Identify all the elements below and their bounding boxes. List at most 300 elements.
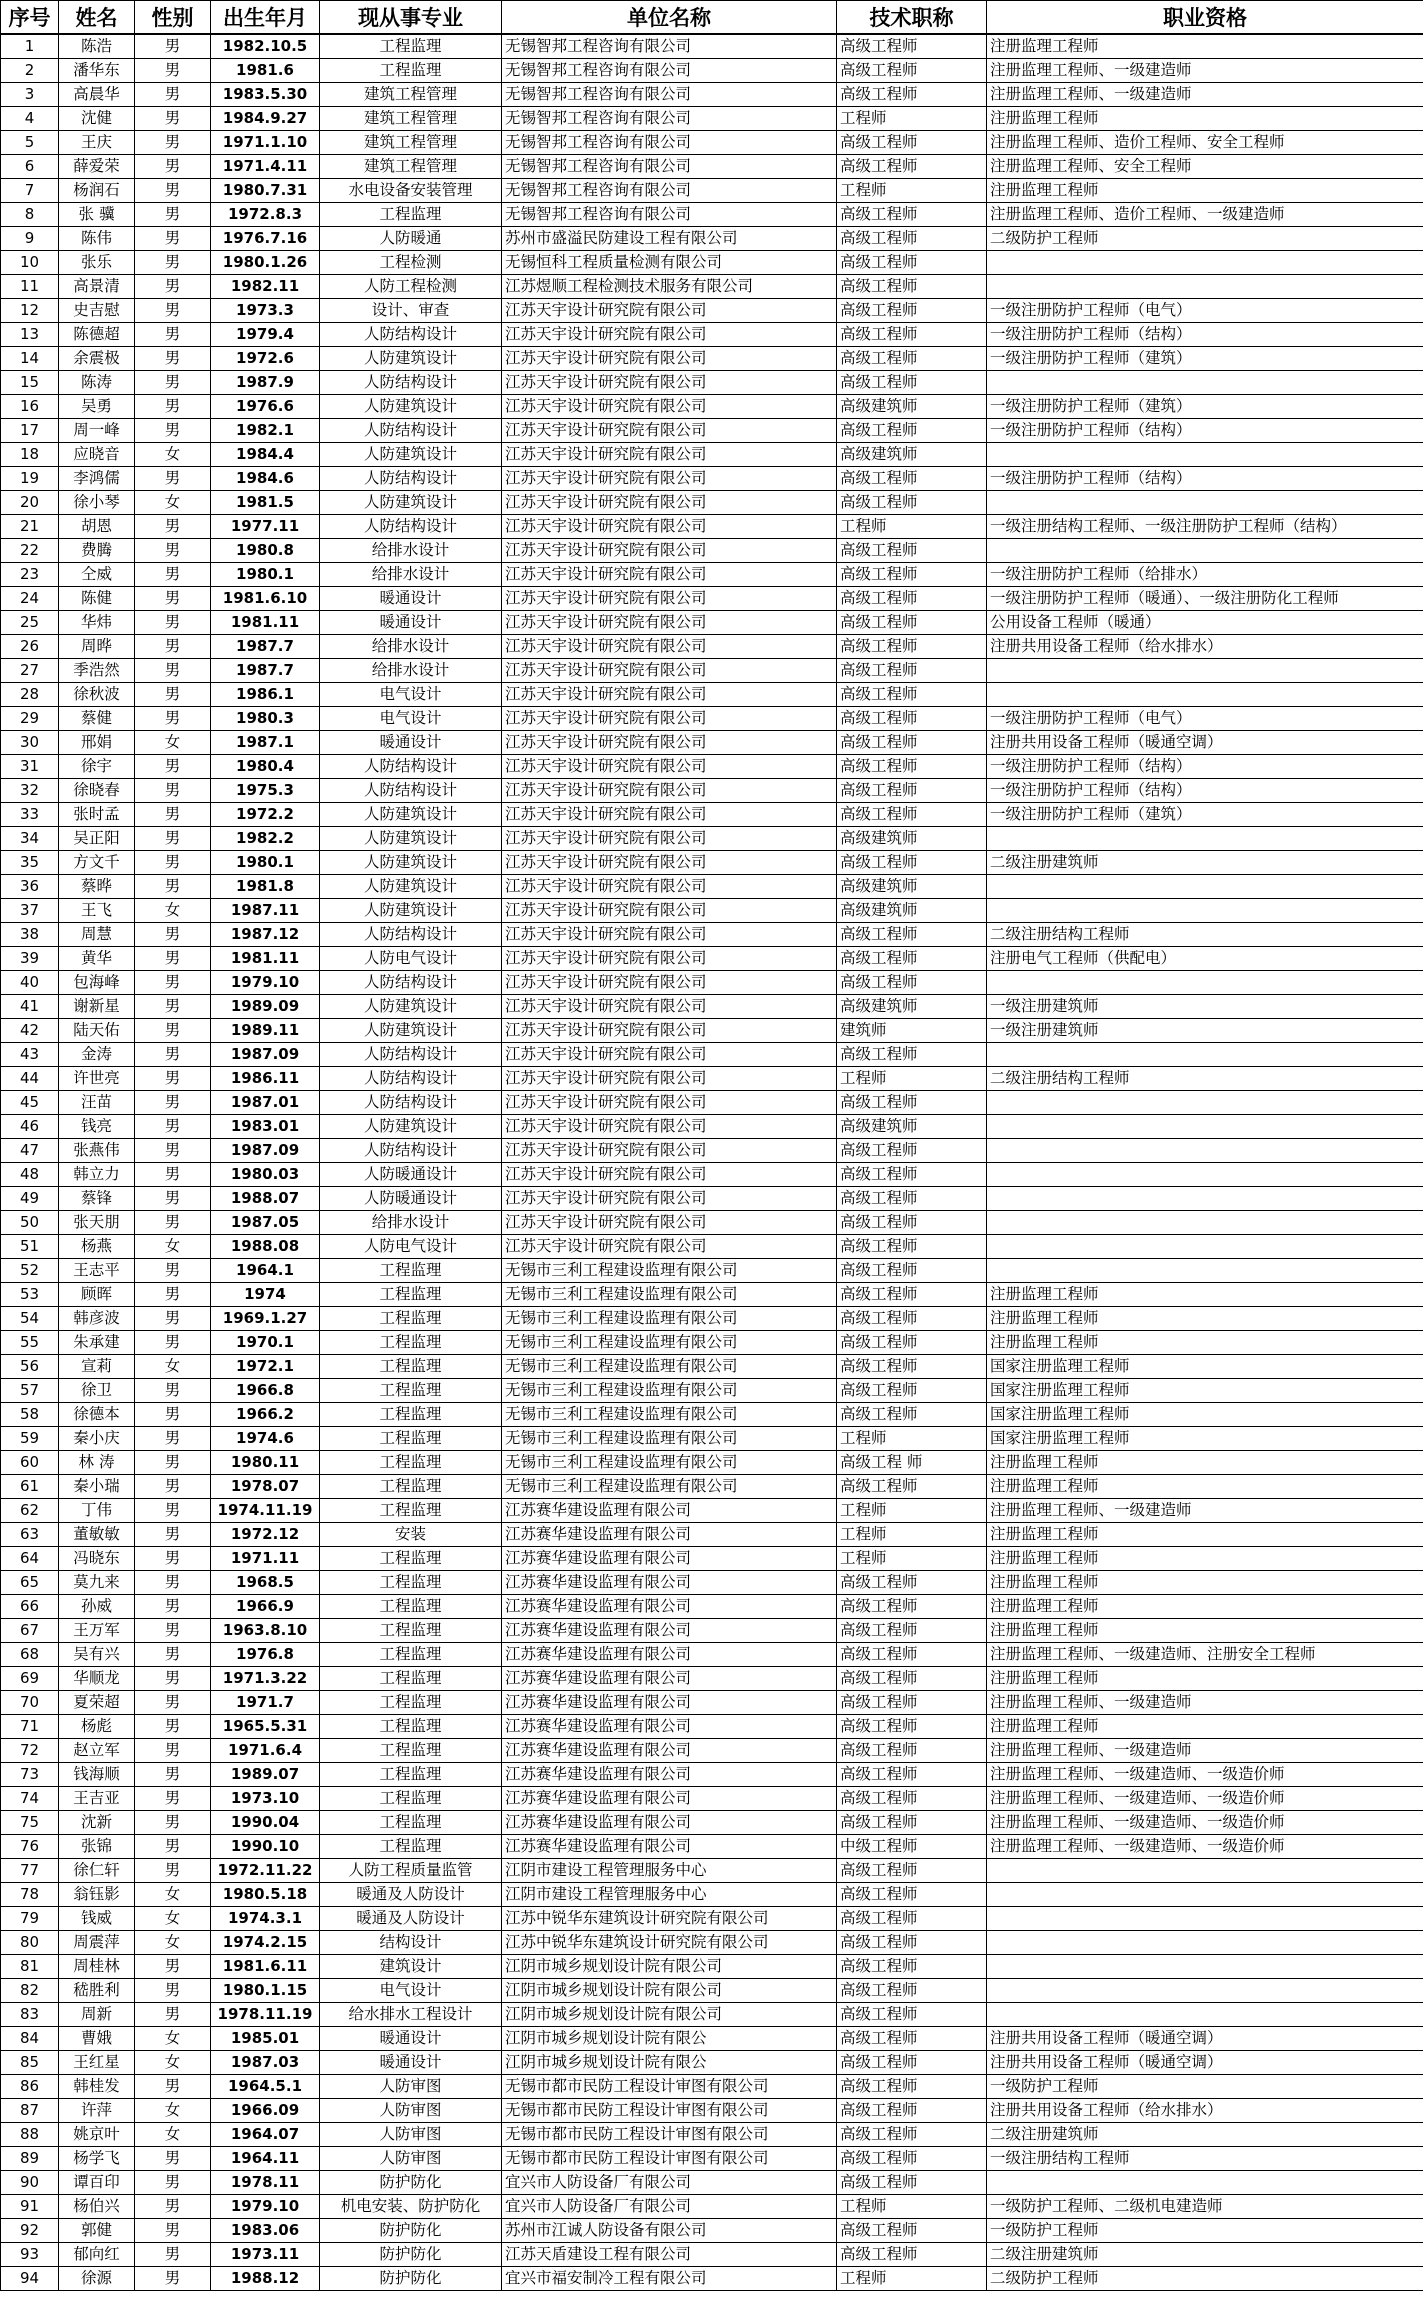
cell-qualification: 二级防护工程师 [987,227,1423,251]
cell-major: 人防结构设计 [320,323,502,347]
cell-seq: 81 [1,1955,59,1979]
cell-name: 陆天佑 [59,1019,135,1043]
table-row [1,2147,1423,2171]
cell-title: 高级工程师 [837,755,987,779]
table-row [1,659,1423,683]
cell-unit: 江阴市城乡规划设计院有限公 [502,2051,837,2075]
cell-title: 高级工程师 [837,1571,987,1595]
cell-gender: 男 [135,2147,211,2171]
cell-major: 人防结构设计 [320,1091,502,1115]
cell-unit: 江苏天宇设计研究院有限公司 [502,1187,837,1211]
cell-seq: 37 [1,899,59,923]
cell-name: 徐小琴 [59,491,135,515]
cell-unit: 江苏天宇设计研究院有限公司 [502,683,837,707]
cell-title: 高级工程师 [837,275,987,299]
cell-major: 防护防化 [320,2267,502,2291]
cell-name: 张 骥 [59,203,135,227]
cell-unit: 无锡市三利工程建设监理有限公司 [502,1283,837,1307]
header-name: 姓名 [59,1,135,35]
cell-qualification: 注册监理工程师 [987,179,1423,203]
cell-qualification: 一级注册防护工程师（结构） [987,419,1423,443]
cell-seq: 76 [1,1835,59,1859]
cell-seq: 49 [1,1187,59,1211]
cell-name: 莫九来 [59,1571,135,1595]
cell-gender: 男 [135,1091,211,1115]
cell-seq: 89 [1,2147,59,2171]
cell-seq: 73 [1,1763,59,1787]
cell-major: 给排水设计 [320,563,502,587]
cell-name: 陈健 [59,587,135,611]
cell-birth: 1987.9 [211,371,320,395]
table-row [1,2123,1423,2147]
cell-unit: 江苏天盾建设工程有限公司 [502,2243,837,2267]
cell-major: 人防建筑设计 [320,1115,502,1139]
cell-qualification: 注册电气工程师（供配电） [987,947,1423,971]
cell-birth: 1981.6 [211,59,320,83]
cell-qualification [987,1115,1423,1139]
cell-unit: 江苏天宇设计研究院有限公司 [502,563,837,587]
cell-qualification [987,1979,1423,2003]
cell-gender: 男 [135,1595,211,1619]
cell-title: 高级工程师 [837,1283,987,1307]
cell-qualification [987,1211,1423,1235]
cell-seq: 27 [1,659,59,683]
cell-major: 人防审图 [320,2099,502,2123]
cell-major: 建筑工程管理 [320,155,502,179]
cell-name: 张燕伟 [59,1139,135,1163]
cell-title: 高级工程师 [837,851,987,875]
cell-gender: 男 [135,2003,211,2027]
cell-unit: 江苏天宇设计研究院有限公司 [502,1091,837,1115]
table-row [1,587,1423,611]
table-row [1,347,1423,371]
cell-seq: 66 [1,1595,59,1619]
cell-birth: 1973.11 [211,2243,320,2267]
cell-qualification [987,1139,1423,1163]
cell-qualification: 一级注册防护工程师（结构） [987,323,1423,347]
cell-major: 人防建筑设计 [320,347,502,371]
cell-birth: 1971.4.11 [211,155,320,179]
cell-birth: 1966.2 [211,1403,320,1427]
cell-gender: 女 [135,899,211,923]
cell-qualification [987,971,1423,995]
cell-qualification: 注册共用设备工程师（给水排水） [987,635,1423,659]
cell-unit: 江苏赛华建设监理有限公司 [502,1811,837,1835]
cell-seq: 34 [1,827,59,851]
table-row [1,1259,1423,1283]
cell-gender: 男 [135,1427,211,1451]
cell-gender: 女 [135,1355,211,1379]
cell-seq: 75 [1,1811,59,1835]
cell-birth: 1968.5 [211,1571,320,1595]
cell-major: 工程监理 [320,1739,502,1763]
cell-seq: 22 [1,539,59,563]
cell-birth: 1971.3.22 [211,1667,320,1691]
cell-seq: 83 [1,2003,59,2027]
cell-major: 防护防化 [320,2219,502,2243]
cell-seq: 17 [1,419,59,443]
cell-unit: 无锡智邦工程咨询有限公司 [502,59,837,83]
cell-unit: 江苏天宇设计研究院有限公司 [502,1115,837,1139]
cell-birth: 1971.6.4 [211,1739,320,1763]
cell-name: 张锦 [59,1835,135,1859]
cell-qualification [987,827,1423,851]
cell-birth: 1988.07 [211,1187,320,1211]
table-row [1,1283,1423,1307]
cell-birth: 1976.7.16 [211,227,320,251]
cell-major: 防护防化 [320,2171,502,2195]
cell-major: 工程监理 [320,1715,502,1739]
cell-gender: 男 [135,539,211,563]
cell-unit: 无锡智邦工程咨询有限公司 [502,155,837,179]
cell-name: 张天朋 [59,1211,135,1235]
cell-birth: 1966.09 [211,2099,320,2123]
cell-birth: 1987.09 [211,1139,320,1163]
cell-gender: 男 [135,155,211,179]
cell-title: 高级工程师 [837,2243,987,2267]
cell-name: 翁钰影 [59,1883,135,1907]
cell-qualification: 注册共用设备工程师（暖通空调） [987,731,1423,755]
cell-title: 高级工程师 [837,1907,987,1931]
cell-title: 高级工程师 [837,731,987,755]
cell-qualification [987,1859,1423,1883]
cell-name: 王红星 [59,2051,135,2075]
cell-major: 人防电气设计 [320,947,502,971]
cell-major: 水电设备安装管理 [320,179,502,203]
cell-name: 朱承建 [59,1331,135,1355]
cell-title: 工程师 [837,179,987,203]
cell-major: 人防建筑设计 [320,827,502,851]
cell-gender: 男 [135,707,211,731]
table-row [1,1019,1423,1043]
cell-seq: 2 [1,59,59,83]
cell-gender: 男 [135,2195,211,2219]
cell-major: 工程监理 [320,1427,502,1451]
cell-title: 高级工程师 [837,587,987,611]
cell-unit: 江苏天宇设计研究院有限公司 [502,299,837,323]
cell-title: 高级工程师 [837,1307,987,1331]
cell-title: 高级工程师 [837,1979,987,2003]
cell-unit: 江苏天宇设计研究院有限公司 [502,707,837,731]
table-row [1,1739,1423,1763]
cell-birth: 1984.6 [211,467,320,491]
table-row [1,1163,1423,1187]
table-row [1,827,1423,851]
cell-seq: 41 [1,995,59,1019]
cell-qualification: 注册监理工程师 [987,1715,1423,1739]
cell-seq: 55 [1,1331,59,1355]
cell-gender: 女 [135,1235,211,1259]
cell-seq: 30 [1,731,59,755]
table-row [1,1379,1423,1403]
cell-seq: 6 [1,155,59,179]
cell-seq: 24 [1,587,59,611]
cell-name: 杨学飞 [59,2147,135,2171]
cell-unit: 江苏天宇设计研究院有限公司 [502,1139,837,1163]
cell-qualification: 注册监理工程师 [987,1547,1423,1571]
cell-name: 沈健 [59,107,135,131]
cell-name: 陈德超 [59,323,135,347]
cell-name: 徐德本 [59,1403,135,1427]
cell-major: 工程监理 [320,1643,502,1667]
cell-qualification: 注册监理工程师、造价工程师、一级建造师 [987,203,1423,227]
table-row [1,1043,1423,1067]
cell-name: 宣莉 [59,1355,135,1379]
cell-title: 高级工程师 [837,1739,987,1763]
cell-birth: 1980.3 [211,707,320,731]
table-row [1,2027,1423,2051]
cell-title: 高级工程师 [837,1883,987,1907]
cell-title: 高级工程师 [837,707,987,731]
cell-birth: 1966.8 [211,1379,320,1403]
table-row [1,1547,1423,1571]
cell-unit: 江苏天宇设计研究院有限公司 [502,1067,837,1091]
cell-major: 结构设计 [320,1931,502,1955]
table-row [1,1115,1423,1139]
cell-major: 设计、审查 [320,299,502,323]
cell-seq: 62 [1,1499,59,1523]
cell-qualification: 注册监理工程师、一级建造师、注册安全工程师 [987,1643,1423,1667]
cell-name: 徐仁轩 [59,1859,135,1883]
cell-title: 高级工程师 [837,1163,987,1187]
cell-gender: 男 [135,1787,211,1811]
table-row [1,1091,1423,1115]
cell-title: 高级工程师 [837,2003,987,2027]
table-body [1,34,1423,2291]
table-row [1,2171,1423,2195]
cell-name: 华炜 [59,611,135,635]
cell-title: 中级工程师 [837,1835,987,1859]
cell-unit: 无锡智邦工程咨询有限公司 [502,107,837,131]
cell-unit: 江苏赛华建设监理有限公司 [502,1787,837,1811]
cell-title: 工程师 [837,1523,987,1547]
cell-name: 董敏敏 [59,1523,135,1547]
cell-seq: 15 [1,371,59,395]
cell-name: 应晓音 [59,443,135,467]
cell-unit: 江苏天宇设计研究院有限公司 [502,827,837,851]
cell-title: 高级工程师 [837,1259,987,1283]
cell-title: 工程师 [837,1067,987,1091]
cell-name: 蔡健 [59,707,135,731]
cell-title: 高级工程师 [837,2219,987,2243]
cell-gender: 男 [135,1043,211,1067]
cell-major: 工程监理 [320,1283,502,1307]
cell-unit: 江苏赛华建设监理有限公司 [502,1691,837,1715]
cell-major: 工程检测 [320,251,502,275]
cell-major: 暖通及人防设计 [320,1883,502,1907]
cell-unit: 宜兴市福安制冷工程有限公司 [502,2267,837,2291]
cell-qualification: 注册监理工程师 [987,107,1423,131]
cell-title: 高级工程师 [837,2099,987,2123]
cell-birth: 1980.11 [211,1451,320,1475]
cell-seq: 36 [1,875,59,899]
cell-major: 暖通设计 [320,2027,502,2051]
cell-birth: 1972.1 [211,1355,320,1379]
cell-title: 工程师 [837,2195,987,2219]
cell-birth: 1981.6.10 [211,587,320,611]
cell-title: 高级工程师 [837,1691,987,1715]
cell-title: 高级工程师 [837,1595,987,1619]
cell-unit: 无锡智邦工程咨询有限公司 [502,83,837,107]
table-row [1,419,1423,443]
table-row [1,179,1423,203]
cell-title: 高级工程师 [837,347,987,371]
cell-seq: 47 [1,1139,59,1163]
cell-unit: 江苏赛华建设监理有限公司 [502,1595,837,1619]
table-row [1,467,1423,491]
cell-qualification [987,899,1423,923]
table-row [1,2003,1423,2027]
cell-gender: 男 [135,34,211,59]
cell-seq: 67 [1,1619,59,1643]
cell-major: 工程监理 [320,1595,502,1619]
cell-name: 郁向红 [59,2243,135,2267]
cell-title: 高级工程师 [837,659,987,683]
cell-birth: 1987.03 [211,2051,320,2075]
cell-major: 暖通设计 [320,587,502,611]
cell-unit: 江苏赛华建设监理有限公司 [502,1523,837,1547]
cell-unit: 江苏天宇设计研究院有限公司 [502,443,837,467]
table-row [1,1763,1423,1787]
cell-major: 工程监理 [320,34,502,59]
cell-birth: 1978.07 [211,1475,320,1499]
cell-birth: 1964.5.1 [211,2075,320,2099]
cell-qualification: 一级注册防护工程师（暖通）、一级注册防化工程师 [987,587,1423,611]
cell-unit: 无锡智邦工程咨询有限公司 [502,131,837,155]
cell-qualification: 注册监理工程师 [987,1619,1423,1643]
cell-major: 人防建筑设计 [320,443,502,467]
table-row [1,107,1423,131]
cell-name: 徐卫 [59,1379,135,1403]
cell-unit: 江苏天宇设计研究院有限公司 [502,779,837,803]
header-major: 现从事专业 [320,1,502,35]
cell-qualification: 一级注册防护工程师（结构） [987,467,1423,491]
table-row [1,1787,1423,1811]
cell-birth: 1978.11.19 [211,2003,320,2027]
cell-seq: 18 [1,443,59,467]
cell-gender: 男 [135,59,211,83]
cell-title: 高级工程师 [837,611,987,635]
table-row [1,491,1423,515]
cell-major: 工程监理 [320,1835,502,1859]
cell-major: 人防结构设计 [320,971,502,995]
cell-name: 谭百印 [59,2171,135,2195]
cell-major: 工程监理 [320,1451,502,1475]
cell-unit: 无锡市都市民防工程设计审图有限公司 [502,2075,837,2099]
cell-qualification [987,1907,1423,1931]
cell-major: 工程监理 [320,1259,502,1283]
cell-title: 高级工程师 [837,1187,987,1211]
cell-title: 工程师 [837,107,987,131]
cell-name: 方文千 [59,851,135,875]
cell-major: 暖通设计 [320,2051,502,2075]
cell-birth: 1973.3 [211,299,320,323]
table-row [1,83,1423,107]
cell-gender: 男 [135,923,211,947]
cell-title: 高级工程师 [837,1403,987,1427]
cell-gender: 男 [135,179,211,203]
cell-qualification [987,275,1423,299]
cell-name: 周一峰 [59,419,135,443]
cell-title: 高级工程师 [837,563,987,587]
cell-gender: 男 [135,1379,211,1403]
cell-gender: 女 [135,731,211,755]
cell-birth: 1980.8 [211,539,320,563]
cell-qualification: 注册监理工程师 [987,1667,1423,1691]
cell-gender: 男 [135,1475,211,1499]
cell-name: 夏荣超 [59,1691,135,1715]
cell-unit: 江苏天宇设计研究院有限公司 [502,755,837,779]
cell-qualification: 注册共用设备工程师（给水排水） [987,2099,1423,2123]
cell-seq: 48 [1,1163,59,1187]
cell-birth: 1972.6 [211,347,320,371]
cell-birth: 1984.9.27 [211,107,320,131]
cell-seq: 78 [1,1883,59,1907]
table-row [1,1307,1423,1331]
cell-gender: 男 [135,1403,211,1427]
table-row [1,275,1423,299]
cell-birth: 1987.09 [211,1043,320,1067]
cell-title: 高级工程师 [837,779,987,803]
cell-unit: 江阴市城乡规划设计院有限公司 [502,2003,837,2027]
cell-qualification [987,1187,1423,1211]
cell-qualification: 一级注册结构工程师、一级注册防护工程师（结构） [987,515,1423,539]
cell-gender: 男 [135,371,211,395]
cell-gender: 男 [135,1715,211,1739]
cell-seq: 59 [1,1427,59,1451]
cell-unit: 江苏赛华建设监理有限公司 [502,1739,837,1763]
cell-name: 丁伟 [59,1499,135,1523]
cell-title: 高级工程师 [837,1787,987,1811]
cell-seq: 60 [1,1451,59,1475]
table-row [1,1955,1423,1979]
cell-name: 仝威 [59,563,135,587]
cell-qualification: 国家注册监理工程师 [987,1403,1423,1427]
cell-seq: 29 [1,707,59,731]
cell-birth: 1971.7 [211,1691,320,1715]
cell-name: 冯晓东 [59,1547,135,1571]
cell-seq: 46 [1,1115,59,1139]
cell-gender: 男 [135,1451,211,1475]
cell-name: 徐晓春 [59,779,135,803]
cell-seq: 9 [1,227,59,251]
cell-seq: 8 [1,203,59,227]
cell-title: 高级建筑师 [837,827,987,851]
cell-major: 人防结构设计 [320,1043,502,1067]
table-row [1,1907,1423,1931]
cell-unit: 江阴市建设工程管理服务中心 [502,1883,837,1907]
cell-major: 暖通设计 [320,731,502,755]
cell-birth: 1987.12 [211,923,320,947]
table-row [1,1427,1423,1451]
cell-major: 工程监理 [320,1475,502,1499]
cell-qualification [987,1883,1423,1907]
cell-seq: 16 [1,395,59,419]
cell-name: 许世亮 [59,1067,135,1091]
cell-qualification [987,1235,1423,1259]
cell-gender: 男 [135,515,211,539]
cell-seq: 71 [1,1715,59,1739]
cell-name: 费腾 [59,539,135,563]
cell-major: 给排水设计 [320,659,502,683]
cell-seq: 3 [1,83,59,107]
cell-major: 人防建筑设计 [320,491,502,515]
cell-title: 高级工程师 [837,1091,987,1115]
cell-title: 高级工程师 [837,2027,987,2051]
cell-unit: 江苏赛华建设监理有限公司 [502,1571,837,1595]
cell-unit: 江苏天宇设计研究院有限公司 [502,491,837,515]
cell-title: 高级工程师 [837,1931,987,1955]
